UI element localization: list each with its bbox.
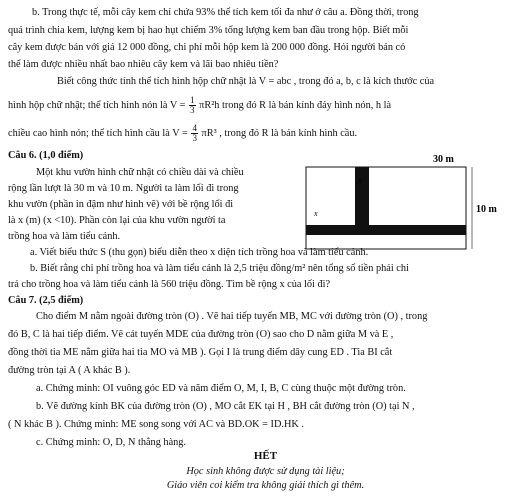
question-6-heading: Câu 6. (1,0 điểm) [8, 150, 84, 161]
garden-figure [300, 150, 500, 260]
fraction-denominator: 3 [192, 133, 197, 143]
q6-line-3: khu vườn (phần in đậm như hình vẽ) với bề rộng lối đi [8, 199, 234, 210]
fraction-denominator: 3 [190, 105, 195, 115]
end-note-2: Giáo viên coi kiểm tra không giải thích gì thêm. [166, 480, 365, 491]
q7-line-1: Cho điểm M nằm ngoài đường tròn (O) . Vẽ hai tiếp tuyến MB, MC với đường tròn (O) , trong [36, 311, 428, 322]
q7-line-2: đó B, C là hai tiếp điểm. Vẽ cát tuyến MDE của đường tròn (O) sao cho D nằm giữa M và E , [8, 329, 394, 340]
text-line-3: cây kem được bán với giá 12 000 đồng, chi phí mỗi hộp kem là 200 000 đồng. Hỏi người bán có [8, 42, 406, 53]
x-left-label: x [314, 209, 318, 218]
sphere-volume-line [8, 124, 357, 143]
cone-volume-text-2: πR²h trong đó R là bán kính đáy hình nón, h là [199, 99, 392, 111]
q6-line-5: trồng hoa và làm tiểu cảnh. [8, 231, 121, 242]
label-30m: 30 m [433, 154, 454, 165]
text-line-1: b. Trong thực tế, mỗi cây kem chỉ chứa 93% thể tích kem tối đa như ở câu a. Đồng thời, trong [32, 7, 419, 18]
q6-part-b-cont: trả cho trồng hoa và làm tiểu cảnh là 560 triệu đồng. Tìm bề rộng x của lối đi? [8, 279, 331, 290]
cone-volume-text: hình hộp chữ nhật; thể tích hình nón là V = [8, 99, 186, 111]
question-7-heading: Câu 7. (2,5 điểm) [8, 295, 84, 306]
cone-volume-line [8, 96, 391, 115]
horizontal-path [306, 225, 466, 235]
end-title: HẾT [253, 450, 278, 462]
fraction-numerator: 1 [190, 95, 195, 105]
formula-intro-line: Biết công thức tính thể tích hình hộp chữ nhật là V = abc , trong đó a, b, c là kích thước của [57, 76, 435, 87]
label-10m: 10 m [476, 204, 497, 215]
fraction-numerator: 4 [192, 123, 197, 133]
text-line-2: quá trình chia kem, lượng kem bị hao hụt chiếm 3% tổng lượng kem ban đầu trong hộp. Biết mỗi [8, 25, 409, 36]
text-line-4: thể làm được nhiều nhất bao nhiêu cây kem và lãi bao nhiêu tiền? [8, 59, 279, 70]
q6-line-1: Một khu vườn hình chữ nhật có chiều dài và chiều [36, 167, 244, 178]
q6-part-a: a. Viết biểu thức S (thu gọn) biểu diễn theo x diện tích trồng hoa và làm tiểu cảnh. [30, 247, 369, 258]
sphere-volume-text: chiều cao hình nón; thể tích hình cầu là V = [8, 127, 188, 139]
q7-part-c: c. Chứng minh: O, D, N thẳng hàng. [36, 437, 187, 448]
q7-part-a: a. Chứng minh: OI vuông góc ED và năm điểm O, M, I, B, C cùng thuộc một đường tròn. [36, 383, 406, 394]
q7-part-b-cont: ( N khác B ). Chứng minh: ME song song với AC và BD.OK = ID.HK . [8, 419, 304, 430]
fraction-four-thirds [191, 124, 198, 143]
garden-outline [306, 167, 466, 249]
q6-line-2: rộng lần lượt là 30 m và 10 m. Người ta làm lối đi trong [8, 183, 239, 194]
fraction-one-third [189, 96, 196, 115]
q6-line-4: là x (m) (x <10). Phần còn lại của khu vườn người ta [8, 215, 226, 226]
sphere-volume-text-2: πR³ , trong đó R là bán kính hình cầu. [201, 127, 358, 139]
q7-line-4: đường tròn tại A ( A khác B ). [8, 365, 131, 376]
q7-part-b: b. Vẽ đường kính BK của đường tròn (O) , MO cắt EK tại H , BH cắt đường tròn (O) tại N , [36, 401, 415, 412]
x-top-label: x [358, 176, 362, 185]
q6-part-b: b. Biết rằng chi phí trồng hoa và làm tiểu cảnh là 2,5 triệu đồng/m² nên tổng số tiền phải chi [30, 263, 409, 274]
q7-line-3: đồng thời tia ME nằm giữa hai tia MO và MB ). Gọi I là trung điểm dây cung ED . Tia BI cắt [8, 347, 393, 358]
end-note-1: Học sinh không được sử dụng tài liệu; [186, 466, 345, 477]
